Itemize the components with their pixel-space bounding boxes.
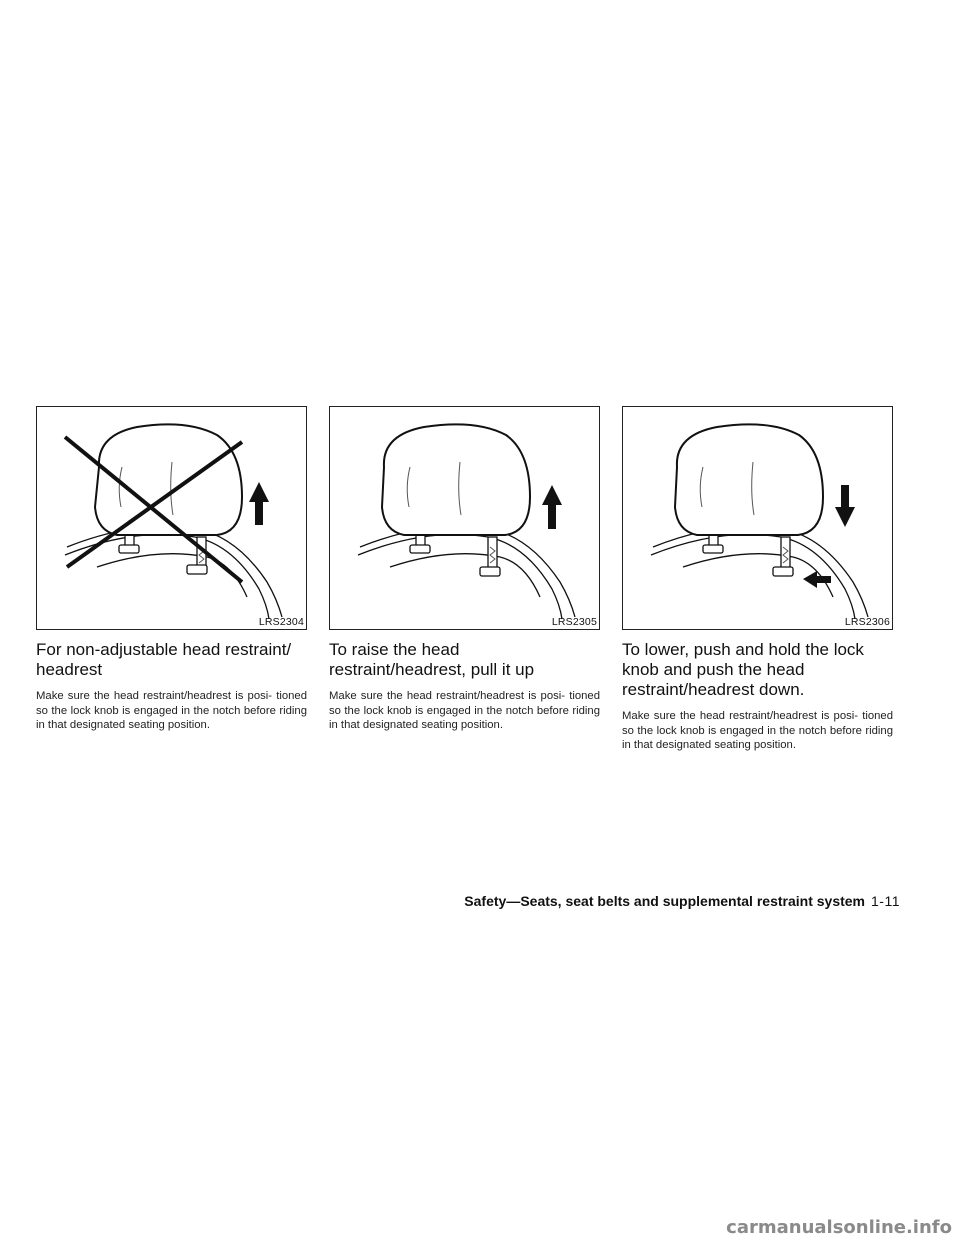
section-heading: For non-adjustable head restraint/ headrest xyxy=(36,640,292,679)
section-body: Make sure the head restraint/headrest is posi- tioned so the lock knob is engaged in the notch before riding in that designated seating position. xyxy=(36,690,307,731)
section-heading: To raise the head restraint/headrest, pull it up xyxy=(329,640,535,679)
up-arrow-icon xyxy=(249,482,269,525)
watermark: carmanualsonline.info xyxy=(726,1217,952,1238)
section-non-adjustable xyxy=(36,406,307,733)
figure-lower-headrest xyxy=(622,406,893,630)
headrest-illustration xyxy=(37,407,306,629)
section-lower-headrest xyxy=(622,406,893,753)
headrest-illustration xyxy=(623,407,892,629)
headrest-illustration xyxy=(330,407,599,629)
section-raise-headrest xyxy=(329,406,600,733)
section-heading: To lower, push and hold the lock knob and push the head restraint/headrest down. xyxy=(622,640,864,699)
figure-code: LRS2305 xyxy=(551,616,597,628)
section-body: Make sure the head restraint/headrest is posi- tioned so the lock knob is engaged in the notch before riding in that designated seating position. xyxy=(329,690,600,731)
section-body: Make sure the head restraint/headrest is posi- tioned so the lock knob is engaged in the notch before riding in that designated seating position. xyxy=(622,710,893,751)
figure-code: LRS2306 xyxy=(844,616,890,628)
page-footer xyxy=(425,893,900,909)
figure-raise-headrest xyxy=(329,406,600,630)
figure-non-adjustable-headrest xyxy=(36,406,307,630)
footer-chapter-title: Safety—Seats, seat belts and supplemental restraint system xyxy=(464,893,866,909)
figure-code: LRS2304 xyxy=(258,616,304,628)
page-number: 1-11 xyxy=(871,893,900,909)
up-arrow-icon xyxy=(542,485,562,529)
down-arrow-icon xyxy=(835,485,855,527)
